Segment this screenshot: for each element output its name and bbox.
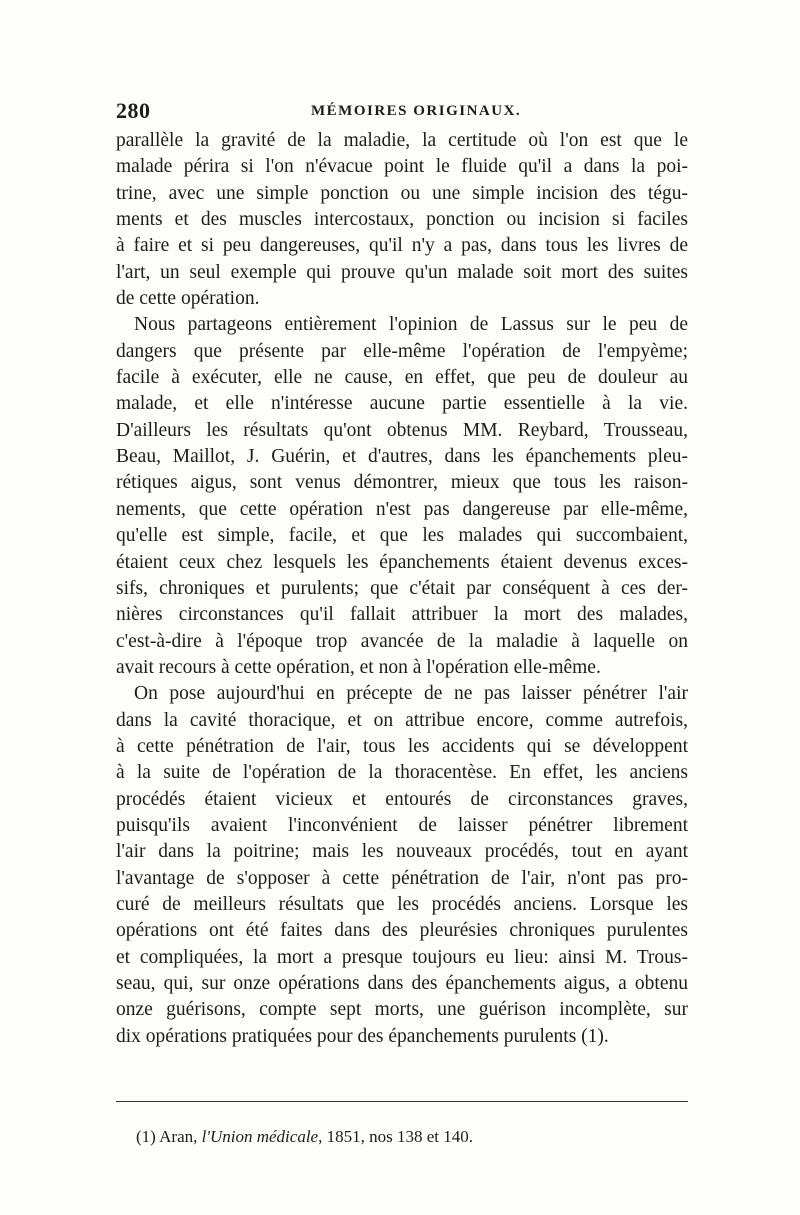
text-line: Beau, Maillot, J. Guérin, et d'autres, dans les épanchements pleu-: [116, 446, 688, 468]
footnote-details: 1851, nos 138 et 140.: [326, 1127, 473, 1146]
text-line: malade, et elle n'intéresse aucune partie essentielle à la vie.: [116, 393, 688, 415]
text-line: parallèle la gravité de la maladie, la certitude où l'on est que le: [116, 130, 688, 151]
page-number: 280: [116, 98, 151, 123]
text-line: nières circonstances qu'il fallait attribuer la mort des malades,: [116, 604, 688, 626]
paragraph-3: [116, 681, 688, 1050]
text-line: étaient ceux chez lesquels les épanchements étaient devenus exces-: [116, 551, 688, 573]
text-line: avait recours à cette opération, et non à l'opération elle-même.: [116, 656, 601, 678]
text-line: seau, qui, sur onze opérations dans des épanchements aigus, a obtenu: [116, 973, 688, 994]
text-line: procédés étaient vicieux et entourés de circonstances graves,: [116, 788, 688, 810]
text-line: D'ailleurs les résultats qu'ont obtenus MM. Reybard, Trousseau,: [116, 419, 688, 441]
text-line: curé de meilleurs résultats que les procédés anciens. Lorsque les: [116, 893, 688, 915]
text-line: à la suite de l'opération de la thoracentèse. En effet, les anciens: [116, 762, 688, 784]
text-line: c'est-à-dire à l'époque trop avancée de la maladie à laquelle on: [116, 630, 688, 652]
footnote-marker: (1): [136, 1127, 156, 1146]
running-head: MÉMOIRES ORIGINAUX.: [311, 103, 522, 119]
text-line: dix opérations pratiquées pour des épanchements purulents (1).: [116, 1025, 609, 1047]
text-line: à cette pénétration de l'air, tous les accidents qui se développent: [116, 735, 688, 757]
text-line: ments et des muscles intercostaux, ponction ou incision si faciles: [116, 209, 688, 231]
footnote: [136, 1127, 473, 1147]
text-line: qu'elle est simple, facile, et que les malades qui succombaient,: [116, 525, 688, 547]
paragraph-1: [116, 128, 688, 312]
text-line: rétiques aigus, sont venus démontrer, mieux que tous les raison-: [116, 472, 688, 494]
footnote-divider: [116, 1101, 688, 1102]
text-line: dangers que présente par elle-même l'opération de l'empyème;: [116, 340, 688, 362]
text-line: à faire et si peu dangereuses, qu'il n'y a pas, dans tous les livres de: [116, 235, 688, 257]
text-line: opérations ont été faites dans des pleurésies chroniques purulentes: [116, 920, 688, 942]
body-text: [116, 128, 688, 1050]
text-line: nements, que cette opération n'est pas dangereuse par elle-même,: [116, 498, 688, 520]
text-line: l'art, un seul exemple qui prouve qu'un malade soit mort des suites: [116, 261, 688, 283]
paragraph-2: [116, 312, 688, 681]
text-line: l'avantage de s'opposer à cette pénétration de l'air, n'ont pas pro-: [116, 867, 688, 889]
text-line: l'air dans la poitrine; mais les nouveaux procédés, tout en ayant: [116, 841, 688, 863]
text-line: dans la cavité thoracique, et on attribue encore, comme autrefois,: [116, 709, 688, 731]
text-line: trine, avec une simple ponction ou une simple incision des tégu-: [116, 182, 688, 204]
text-line: sifs, chroniques et purulents; que c'était par conséquent à ces der-: [116, 577, 688, 599]
footnote-author: Aran,: [159, 1127, 198, 1146]
footnote-journal: l'Union médicale,: [201, 1127, 323, 1146]
page-header: [116, 98, 688, 128]
text-line: On pose aujourd'hui en précepte de ne pas laisser pénétrer l'air: [134, 683, 688, 705]
text-line: malade périra si l'on n'évacue point le fluide qu'il a dans la poi-: [116, 156, 688, 178]
text-line: Nous partageons entièrement l'opinion de Lassus sur le peu de: [134, 314, 688, 336]
text-line: et compliquées, la mort a presque toujours eu lieu: ainsi M. Trous-: [116, 946, 688, 968]
text-line: de cette opération.: [116, 288, 260, 310]
text-line: puisqu'ils avaient l'inconvénient de laisser pénétrer librement: [116, 814, 688, 836]
text-line: onze guérisons, compte sept morts, une guérison incomplète, sur: [116, 999, 688, 1021]
text-line: facile à exécuter, elle ne cause, en effet, que peu de douleur au: [116, 367, 688, 389]
